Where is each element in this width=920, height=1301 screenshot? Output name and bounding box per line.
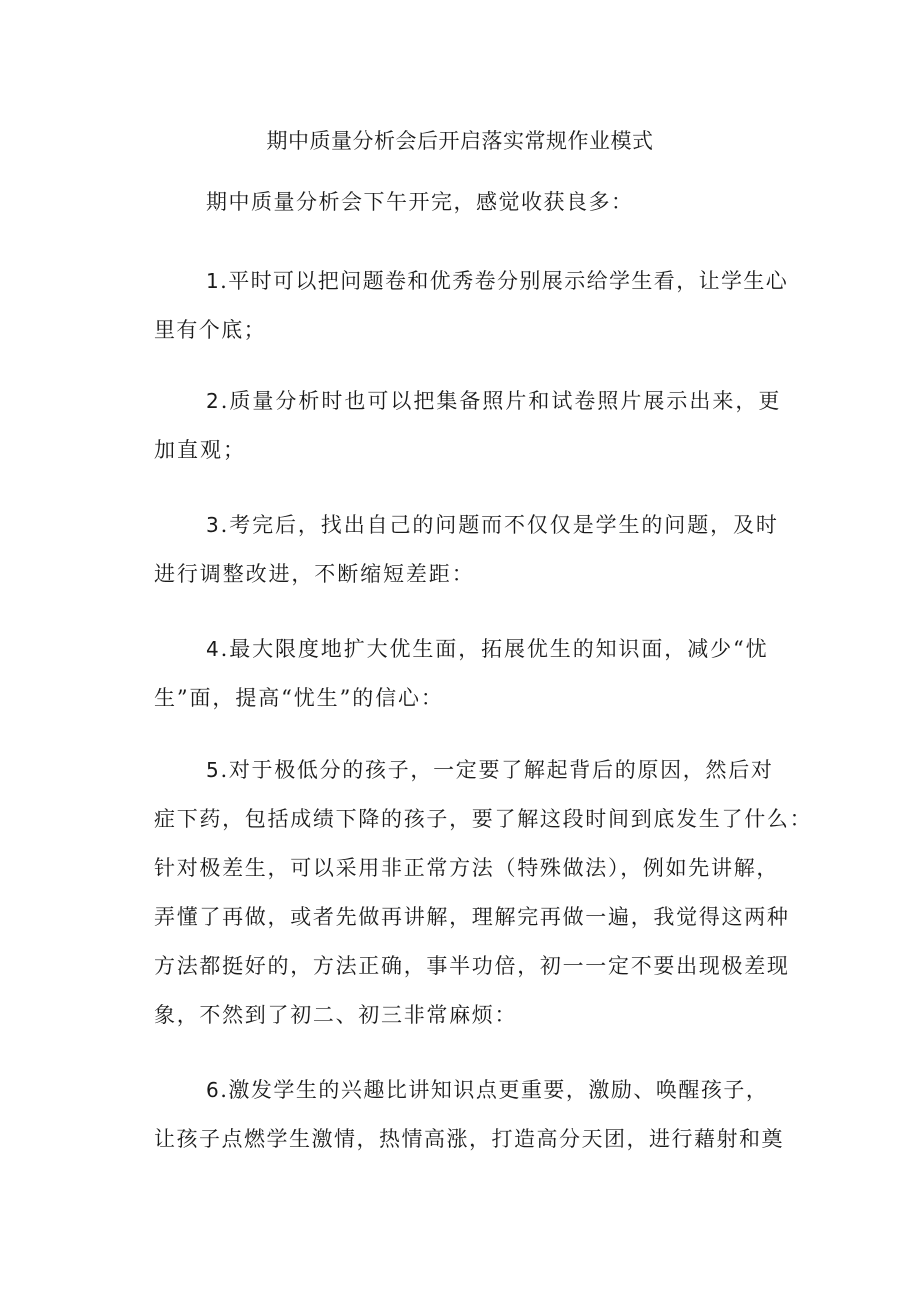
list-item-line <box>154 501 779 550</box>
list-item-line <box>154 625 774 674</box>
list-item-line <box>154 746 774 795</box>
list-item-line: 让孩子点燃学生激情，热情高涨，打造高分天团，进行藉射和奠 <box>154 1127 784 1151</box>
item-number: 2 <box>206 389 221 413</box>
list-item-line: 加直观； <box>154 438 246 462</box>
list-item-line <box>154 377 782 426</box>
item-number: 5 <box>206 758 221 782</box>
document-title: 期中质量分析会后开启落实常规作业模式 <box>266 129 654 153</box>
list-item-5 <box>154 746 813 1040</box>
item-text: .质量分析时也可以把集备照片和试卷照片展示出来，更 <box>220 389 782 413</box>
list-item-line: 症下药，包括成绩下降的孩子，要了解这段时间到底发生了什么： <box>154 807 813 831</box>
list-item-2 <box>154 377 782 475</box>
intro-paragraph: 期中质量分析会下午开完，感觉收获良多： <box>206 190 634 214</box>
item-number: 4 <box>206 637 221 661</box>
list-item-line: 进行调整改进，不断缩短差距： <box>154 562 475 586</box>
list-item-line: 象，不然到了初二、初三非常麻烦： <box>154 1003 518 1027</box>
list-item-line: 针对极差生，可以采用非正常方法（特殊做法），例如先讲解， <box>154 856 780 880</box>
list-item-line: 弄懂了再做，或者先做再讲解，理解完再做一遍，我觉得这两种 <box>154 905 790 929</box>
item-number: 1 <box>206 269 221 293</box>
item-text: .平时可以把问题卷和优秀卷分别展示给学生看，让学生心 <box>220 269 789 293</box>
list-item-line <box>154 257 789 306</box>
list-item-line: 方法都挺好的，方法正确，事半功倍，初一一定不要出现极差现 <box>154 954 790 978</box>
item-text: .激发学生的兴趣比讲知识点更重要，激励、唤醒孩子， <box>220 1078 769 1102</box>
item-text: .最大限度地扩大优生面，拓展优生的知识面，减少“忧 <box>220 637 769 661</box>
item-number: 3 <box>206 513 221 537</box>
list-item-line: 生”面，提高“忧生”的信心： <box>154 686 444 710</box>
list-item-3 <box>154 501 779 599</box>
list-item-4 <box>154 625 774 723</box>
item-text: .对于极低分的孩子，一定要了解起背后的原因，然后对 <box>220 758 774 782</box>
list-item-line <box>154 1066 774 1115</box>
item-number: 6 <box>206 1078 221 1102</box>
list-item-line: 里有个底； <box>154 318 266 342</box>
list-item-1 <box>154 257 789 355</box>
list-item-6 <box>154 1066 784 1164</box>
item-text: .考完后，找出自己的问题而不仅仅是学生的问题，及时 <box>220 513 779 537</box>
